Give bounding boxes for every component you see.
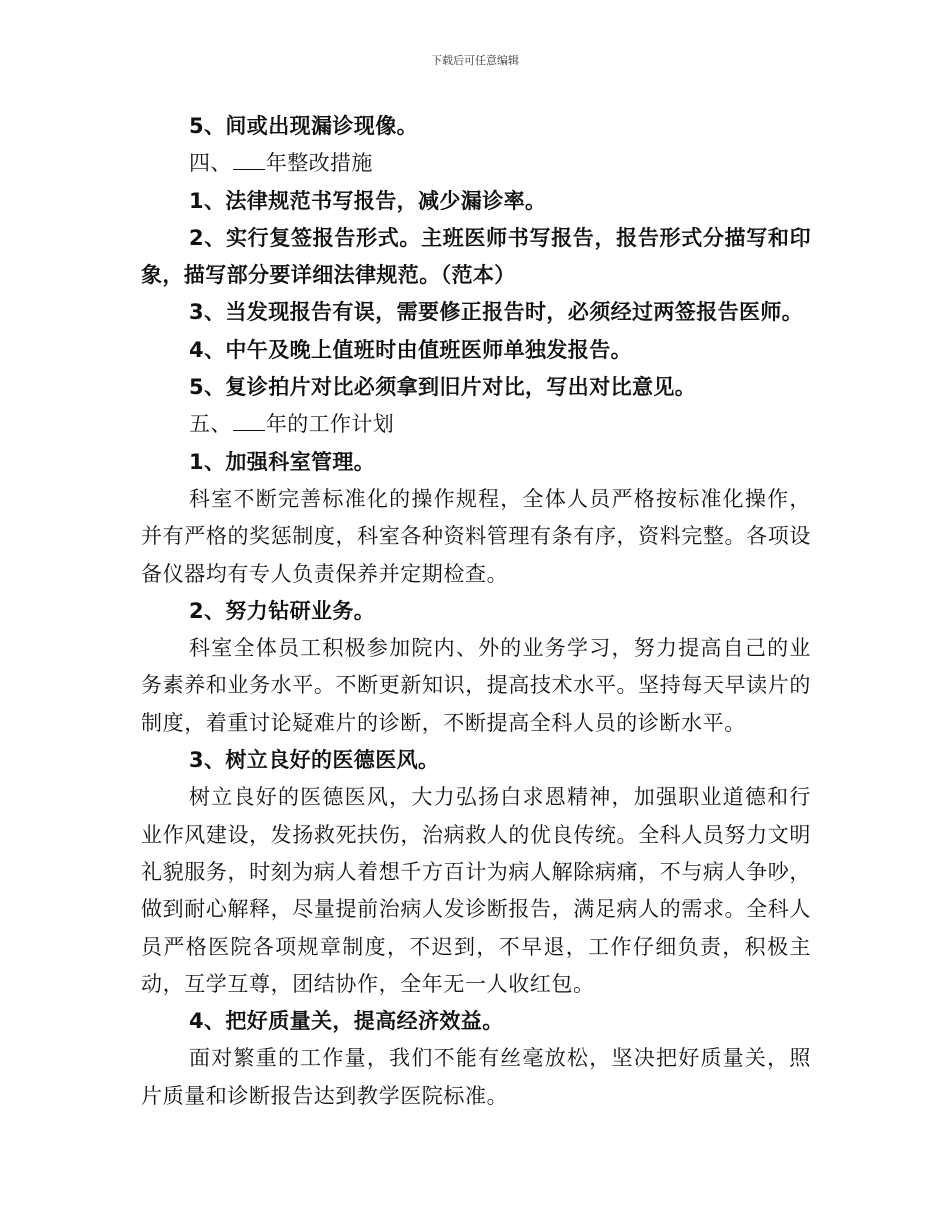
paragraph-measure-4: 4、中午及晚上值班时由值班医师单独发报告。 — [189, 337, 633, 362]
paragraph-measure-5: 5、复诊拍片对比必须拿到旧片对比，写出对比意见。 — [189, 375, 697, 400]
paragraph-plan-3-body: 树立良好的医德医风，大力弘扬白求恩精神，加强职业道德和行业作风建设，发扬救死扶伤，治病救人的优良传统。全科人员努力文明礼貌服务，时刻为病人着想千方百计为病人解除病痛，不与病人争吵，做到耐心解释，尽量提前治病人发诊断报告，满足病人的需求。全科人员严格医院各项规章制度，不迟到，不早退，工作仔细负责，积极主动，互学互尊，团结协作，全年无一人收红包。 — [141, 785, 811, 996]
paragraph-measure-3: 3、当发现报告有误，需要修正报告时，必须经过两签报告医师。 — [189, 300, 804, 325]
section-heading-rectification — [141, 145, 811, 182]
paragraph-item-5-missed-diagnosis: 5、间或出现漏诊现像。 — [189, 114, 419, 138]
paragraph-plan-1-body: 科室不断完善标准化的操作规程，全体人员严格按标准化操作，并有严格的奖惩制度，科室各种资料管理有条有序，资料完整。各项设备仪器均有专人负责保养并定期检查。 — [141, 486, 811, 586]
subheading-plan-2: 2、努力钻研业务。 — [189, 598, 376, 623]
paragraph-plan-4-body: 面对繁重的工作量，我们不能有丝毫放松，坚决把好质量关，照片质量和诊断报告达到教学医院标准。 — [141, 1046, 811, 1108]
section-heading-suffix: 年的工作计划 — [265, 412, 395, 437]
subheading-plan-3: 3、树立良好的医德医风。 — [189, 748, 440, 773]
year-blank-underline — [233, 149, 265, 170]
section-heading-prefix: 五、 — [189, 412, 232, 437]
page-header-note: 下载后可任意编辑 — [431, 54, 519, 67]
year-blank-underline — [233, 410, 265, 431]
document-body — [141, 108, 811, 1115]
section-heading-prefix: 四、 — [189, 151, 232, 176]
section-heading-suffix: 年整改措施 — [265, 151, 373, 176]
section-heading-work-plan — [141, 406, 811, 443]
paragraph-measure-1: 1、法律规范书写报告，减少漏诊率。 — [189, 188, 547, 213]
paragraph-measure-2: 2、实行复签报告形式。主班医师书写报告，报告形式分描写和印象，描写部分要详细法律规范。（范本） — [141, 225, 811, 288]
paragraph-plan-2-body: 科室全体员工积极参加院内、外的业务学习，努力提高自己的业务素养和业务水平。不断更新知识，提高技术水平。坚持每天早读片的制度，着重讨论疑难片的诊断，不断提高全科人员的诊断水平。 — [141, 636, 811, 735]
subheading-plan-1: 1、加强科室管理。 — [189, 449, 376, 474]
subheading-plan-4: 4、把好质量关，提高经济效益。 — [189, 1009, 504, 1034]
